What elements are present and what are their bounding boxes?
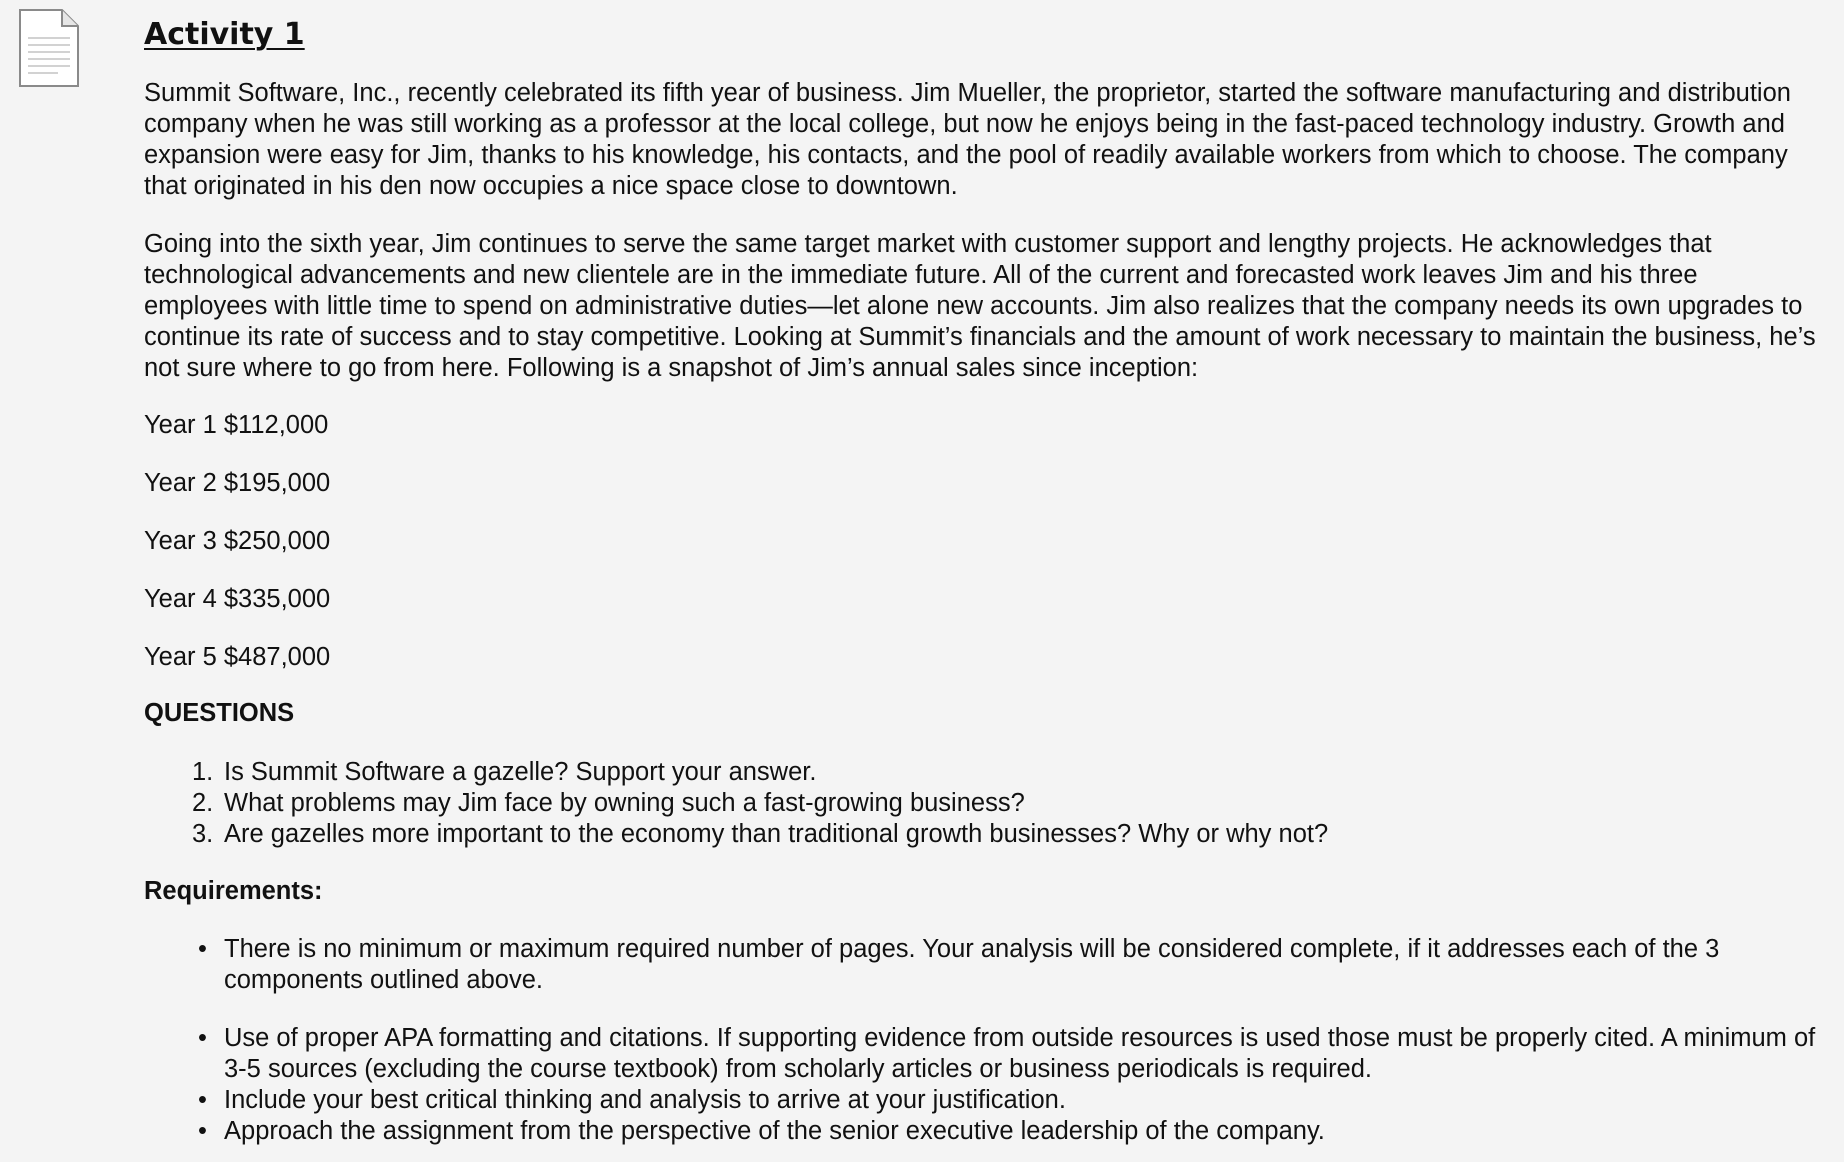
- sales-year-4: Year 4 $335,000: [144, 585, 331, 613]
- question-item: [144, 757, 1328, 788]
- sales-year-5: Year 5 $487,000: [144, 643, 331, 671]
- question-text: Are gazelles more important to the economy than traditional growth businesses? Why or why not?: [224, 820, 1329, 848]
- question-number: 2.: [192, 789, 214, 817]
- questions-list: [144, 757, 1328, 850]
- requirement-item: [144, 1023, 1824, 1085]
- requirement-text: There is no minimum or maximum required number of pages. Your analysis will be considered complete, if it addresses each of the 3 components outlined above.: [224, 935, 1720, 994]
- page-title: Activity 1: [144, 17, 305, 52]
- question-text: Is Summit Software a gazelle? Support your answer.: [224, 758, 817, 786]
- requirement-text: Include your best critical thinking and analysis to arrive at your justification.: [224, 1086, 1066, 1114]
- requirements-list: [144, 934, 1824, 1147]
- bullet-icon: •: [198, 935, 207, 963]
- intro-paragraph: Summit Software, Inc., recently celebrated its fifth year of business. Jim Mueller, the proprietor, started the software manufacturing and distribution company when he was still working as a professor at the local college, but now he enjoys being in the fast-paced technology industry. Growth and expansion were easy for Jim, thanks to his knowledge, his contacts, and the pool of readily available workers from which to choose. The company that originated in his den now occupies a nice space close to downtown.: [144, 79, 1791, 200]
- bullet-icon: •: [198, 1086, 207, 1114]
- requirement-text: Use of proper APA formatting and citations. If supporting evidence from outside resources is used those must be properly cited. A minimum of 3-5 sources (excluding the course textbook) from scholarly articles or business periodicals is required.: [224, 1024, 1816, 1083]
- bullet-icon: •: [198, 1024, 207, 1052]
- questions-heading: QUESTIONS: [144, 699, 295, 727]
- document-file-icon: [18, 8, 80, 88]
- sales-year-2: Year 2 $195,000: [144, 469, 331, 497]
- requirement-text: Approach the assignment from the perspective of the senior executive leadership of the company.: [224, 1117, 1325, 1145]
- question-item: [144, 819, 1328, 850]
- question-number: 3.: [192, 820, 214, 848]
- question-item: [144, 788, 1328, 819]
- question-number: 1.: [192, 758, 214, 786]
- sales-year-3: Year 3 $250,000: [144, 527, 331, 555]
- annual-sales-list: [144, 410, 330, 700]
- bullet-icon: •: [198, 1117, 207, 1145]
- sales-year-1: Year 1 $112,000: [144, 411, 329, 439]
- requirements-heading: Requirements:: [144, 877, 323, 905]
- context-paragraph: Going into the sixth year, Jim continues to serve the same target market with customer support and lengthy projects. He acknowledges that technological advancements and new clientele are in the immediate future. All of the current and forecasted work leaves Jim and his three employees with little time to spend on administrative duties—let alone new accounts. Jim also realizes that the company needs its own upgrades to continue its rate of success and to stay competitive. Looking at Summit’s financials and the amount of work necessary to maintain the business, he’s not sure where to go from here. Following is a snapshot of Jim’s annual sales since inception:: [144, 230, 1816, 382]
- requirement-item: [144, 1085, 1824, 1116]
- requirement-item: [144, 934, 1824, 996]
- requirement-item: [144, 1116, 1824, 1147]
- question-text: What problems may Jim face by owning such a fast-growing business?: [224, 789, 1025, 817]
